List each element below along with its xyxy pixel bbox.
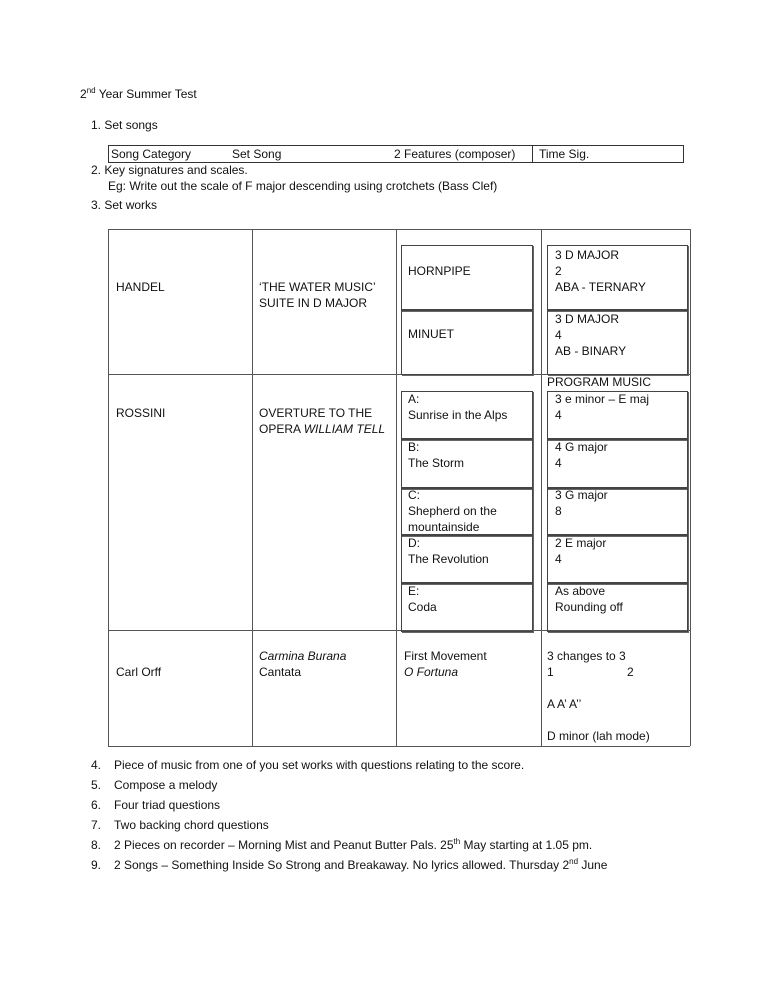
page-title: 2nd Year Summer Test [80,86,197,101]
list-item: 4. Piece of music from one of you set works with questions relating to the score. [91,758,525,772]
list-item: 5. Compose a melody [91,778,218,792]
item-3: 3. Set works [91,198,158,212]
composer-rossini: ROSSINI [116,406,166,420]
minuet-details: 3 D MAJOR 4 AB - BINARY [555,312,627,358]
list-item: 7. Two backing chord questions [91,818,269,832]
movement-hornpipe: HORNPIPE [408,264,471,278]
work-handel: ‘THE WATER MUSIC’ SUITE IN D MAJOR [259,280,376,310]
section-e-details: As above Rounding off [555,584,623,614]
movement-orff: First Movement O Fortuna [404,649,487,679]
section-d-details: 2 E major 4 [555,536,607,566]
list-item: 8. 2 Pieces on recorder – Morning Mist and Peanut Butter Pals. 25th May starting at 1.05 pm. [91,837,593,852]
section-a: A: Sunrise in the Alps [408,392,508,422]
header-song-category: Song Category [111,147,192,161]
section-b-details: 4 G major 4 [555,440,608,470]
section-c: C: Shepherd on the mountainside [408,488,497,534]
movement-minuet: MINUET [408,327,454,341]
work-rossini: OVERTURE TO THE OPERA WILLIAM TELL [259,406,386,436]
section-e: E: Coda [408,584,437,614]
header-features: 2 Features (composer) [394,147,516,161]
list-item: 9. 2 Songs – Something Inside So Strong and Breakaway. No lyrics allowed. Thursday 2nd June [91,857,608,872]
item-2-example: Eg: Write out the scale of F major descending using crotchets (Bass Clef) [108,179,498,193]
set-songs-table [108,145,684,163]
header-time-sig: Time Sig. [532,146,589,162]
work-orff: Carmina Burana Cantata [259,649,347,679]
composer-orff: Carl Orff [116,665,162,679]
section-b: B: The Storm [408,440,465,470]
item-2: 2. Key signatures and scales. [91,163,248,177]
hornpipe-details: 3 D MAJOR 2 ABA - TERNARY [555,248,646,294]
orff-details: 3 changes to 3 1 2 A A’ A’’ D minor (lah mode) [547,649,650,743]
composer-handel: HANDEL [116,280,165,294]
header-set-song: Set Song [232,147,282,161]
section-a-details: 3 e minor – E maj 4 [555,392,650,422]
program-music-label: PROGRAM MUSIC [547,375,652,389]
section-d: D: The Revolution [408,536,489,566]
item-1: 1. Set songs [91,118,158,132]
section-c-details: 3 G major 8 [555,488,608,518]
list-item: 6. Four triad questions [91,798,221,812]
